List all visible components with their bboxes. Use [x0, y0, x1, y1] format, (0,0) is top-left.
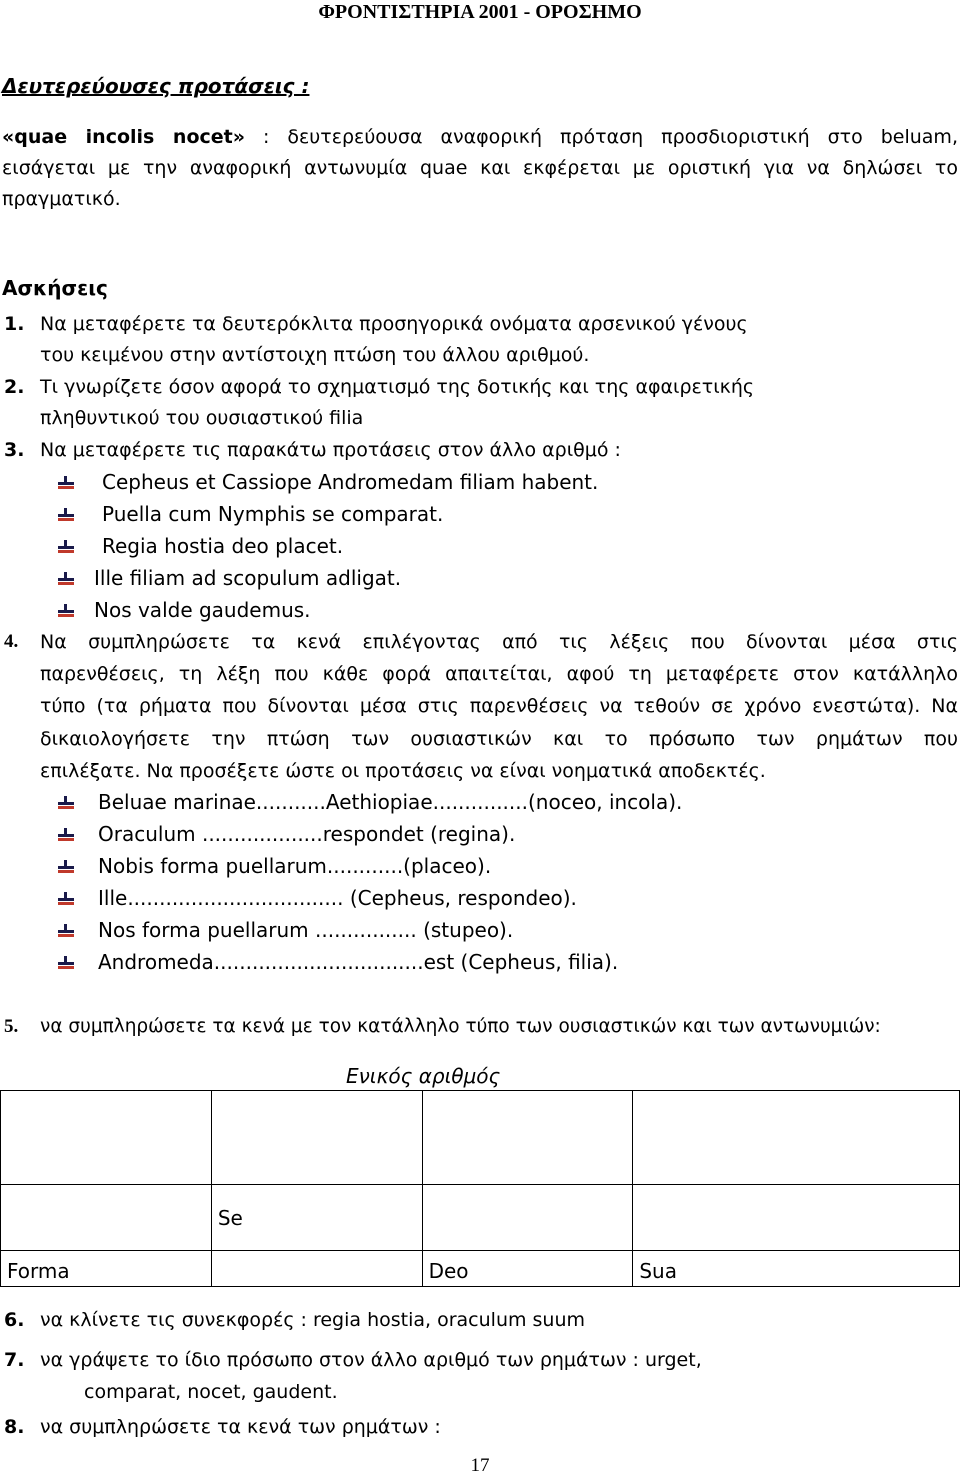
pushpin-bullet-icon: [56, 604, 78, 620]
q7-number: 7.: [4, 1349, 25, 1371]
explanation-line-1-text: : δευτερεύουσα αναφορική πρόταση προσδιοριστική στο beluam,: [263, 126, 958, 148]
explanation-line-2: εισάγεται με την αναφορική αντωνυμία quae και εκφέρεται με οριστική για να δηλώσει το: [2, 157, 958, 179]
q2-line-1: Τι γνωρίζετε όσον αφορά το σχηματισμό της δοτικής και της αφαιρετικής: [40, 376, 755, 398]
table-label-sua: Sua: [639, 1259, 677, 1283]
q3-item-3: Regia hostia deo placet.: [102, 534, 344, 558]
q4-line-2: παρενθέσεις, τη λέξη που κάθε φορά απαιτείται, αφού τη μεταφέρετε στον κατάλληλο: [40, 663, 958, 685]
pushpin-bullet-icon: [56, 892, 78, 908]
q3-text: Να μεταφέρετε τις παρακάτω προτάσεις στον άλλο αριθμό :: [40, 439, 621, 461]
q3-number: 3.: [4, 439, 25, 461]
table-cell: [422, 1091, 633, 1185]
q8-number: 8.: [4, 1416, 25, 1438]
pushpin-bullet-icon: [56, 508, 78, 524]
q6-text: να κλίνετε τις συνεκφορές : regia hostia, oraculum suum: [40, 1309, 586, 1331]
q7-line-1: να γράψετε το ίδιο πρόσωπο στον άλλο αριθμό των ρημάτων : urget,: [40, 1349, 702, 1371]
q1-number: 1.: [4, 313, 25, 335]
pushpin-bullet-icon: [56, 796, 78, 812]
pushpin-bullet-icon: [56, 860, 78, 876]
noun-pronoun-table: [0, 1090, 960, 1287]
table-title: Ενικός αριθμός: [346, 1064, 501, 1088]
table-label-deo: Deo: [428, 1259, 469, 1283]
explanation-line-1: [2, 126, 958, 148]
q4-item-6: Andromeda.................................est (Cepheus, filia).: [98, 950, 619, 974]
pushpin-bullet-icon: [56, 828, 78, 844]
pushpin-bullet-icon: [56, 572, 78, 588]
q4-item-1: Beluae marinae...........Aethiopiae...............(noceo, incola).: [98, 790, 683, 814]
q4-line-3: τύπο (τα ρήματα που δίνονται μέσα στις παρενθέσεις να τεθούν σε χρόνο ενεστώτα). Να: [40, 695, 958, 717]
page-header-title: ΦΡΟΝΤΙΣΤΗΡΙΑ 2001 - ΟΡΟΣΗΜΟ: [318, 1, 642, 23]
table-cell-se: [211, 1185, 422, 1251]
section-heading: Δευτερεύουσες προτάσεις :: [2, 74, 310, 98]
q4-item-3: Nobis forma puellarum............(placeo).: [98, 854, 492, 878]
q4-line-5: επιλέξατε. Να προσέξετε ώστε οι προτάσεις να είναι νοηματικά αποδεκτές.: [40, 760, 766, 782]
pushpin-bullet-icon: [56, 476, 78, 492]
explanation-line-3: πραγματικό.: [2, 188, 121, 210]
q4-item-4: Ille.................................. (Cepheus, respondeo).: [98, 886, 577, 910]
latin-quote: «quae incolis nocet»: [2, 126, 246, 148]
pushpin-bullet-icon: [56, 540, 78, 556]
q3-item-4: Ille filiam ad scopulum adligat.: [94, 566, 402, 590]
q4-number: 4.: [4, 631, 19, 652]
table-cell: [422, 1185, 633, 1251]
table-cell-deo: [422, 1251, 633, 1287]
q1-line-1: Να μεταφέρετε τα δευτερόκλιτα προσηγορικά ονόματα αρσενικού γένους: [40, 313, 748, 335]
q3-item-5: Nos valde gaudemus.: [94, 598, 311, 622]
q6-number: 6.: [4, 1309, 25, 1331]
table-label-forma: Forma: [7, 1259, 70, 1283]
q4-item-5: Nos forma puellarum ................ (stupeo).: [98, 918, 514, 942]
table-cell: [633, 1185, 960, 1251]
table-cell: [633, 1091, 960, 1185]
pushpin-bullet-icon: [56, 924, 78, 940]
exercises-heading: Ασκήσεις: [2, 276, 108, 300]
page-number: 17: [470, 1455, 490, 1476]
pushpin-bullet-icon: [56, 956, 78, 972]
q1-line-2: του κειμένου στην αντίστοιχη πτώση του άλλου αριθμού.: [40, 344, 590, 366]
table-cell: [1, 1091, 212, 1185]
table-cell: [211, 1091, 422, 1185]
q4-line-4: δικαιολογήσετε την πτώση των ουσιαστικών και το πρόσωπο των ρημάτων που: [40, 728, 958, 750]
q5-number: 5.: [4, 1016, 19, 1037]
table-label-se: Se: [217, 1205, 243, 1230]
table-cell-forma: [1, 1251, 212, 1287]
q8-text: να συμπληρώσετε τα κενά των ρημάτων :: [40, 1416, 441, 1438]
table-cell: [211, 1251, 422, 1287]
q4-item-2: Oraculum ...................respondet (regina).: [98, 822, 516, 846]
q5-text: να συμπληρώσετε τα κενά με τον κατάλληλο τύπο των ουσιαστικών και των αντωνυμιών:: [40, 1016, 881, 1037]
q3-item-2: Puella cum Nymphis se comparat.: [102, 502, 444, 526]
table-cell-sua: [633, 1251, 960, 1287]
q7-line-2: comparat, nocet, gaudent.: [84, 1381, 338, 1403]
table-cell: [1, 1185, 212, 1251]
q2-number: 2.: [4, 376, 25, 398]
q3-item-1: Cepheus et Cassiope Andromedam filiam habent.: [102, 470, 599, 494]
q2-line-2: πληθυντικού του ουσιαστικού filia: [40, 407, 364, 429]
q4-line-1: Να συμπληρώσετε τα κενά επιλέγοντας από τις λέξεις που δίνονται μέσα στις: [40, 631, 958, 653]
